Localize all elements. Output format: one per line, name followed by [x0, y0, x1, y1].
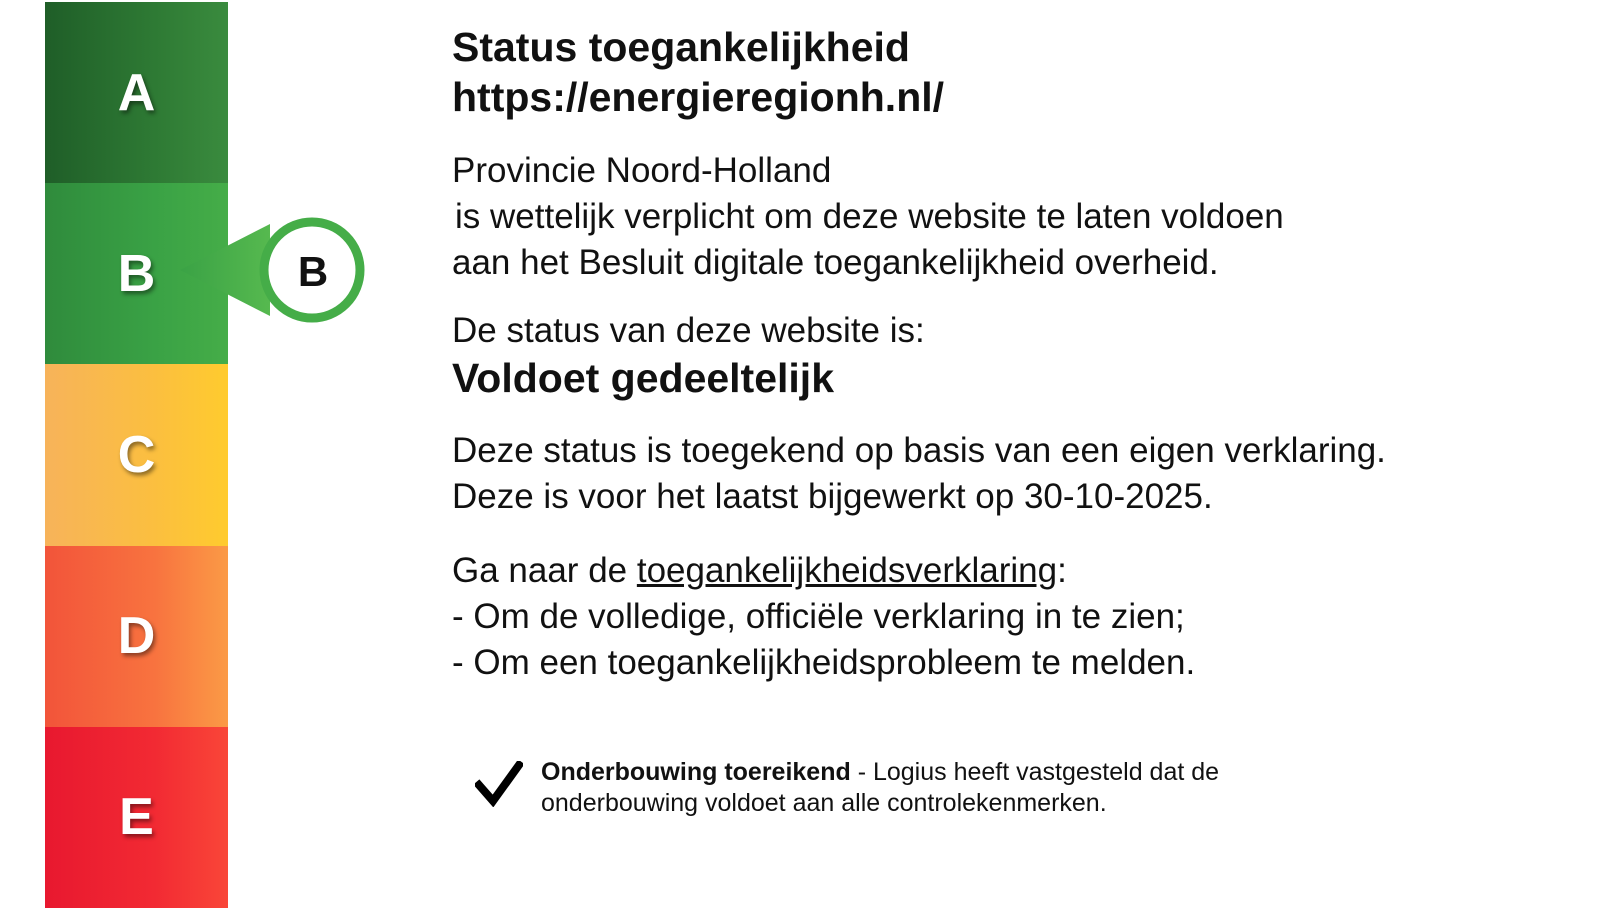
accessibility-statement-link[interactable]: toegankelijkheidsverklaring: [636, 551, 1058, 590]
pointer-arrow: [180, 224, 270, 316]
rating-band-e: [45, 727, 228, 908]
basis-line-1: Deze status is toegekend op basis van een eigen verklaring.: [452, 431, 1386, 470]
verification-note-title: Onderbouwing toereikend: [541, 758, 851, 786]
basis-line-2: Deze is voor het laatst bijgewerkt op 30-10-2025.: [452, 477, 1213, 516]
rating-letter-a: A: [117, 63, 156, 122]
intro-line-3: aan het Besluit digitale toegankelijkheid overheid.: [452, 243, 1219, 282]
verification-note-body: - Logius heeft vastgesteld dat de onderbouwing voldoet aan alle controlekenmerken.: [541, 758, 1220, 817]
rating-letter-d: D: [117, 607, 156, 666]
intro-line-2: is wettelijk verplicht om deze website te laten voldoen: [455, 197, 1284, 236]
status-content: [452, 22, 1572, 686]
verification-note-text: [541, 757, 1375, 819]
status-label: De status van deze website is:: [452, 311, 925, 350]
goto-item-view-statement: - Om de volledige, officiële verklaring in te zien;: [452, 597, 1185, 636]
goto-prefix: Ga naar de: [452, 551, 637, 590]
organization-name: Provincie Noord-Holland: [452, 151, 832, 190]
status-value: Voldoet gedeeltelijk: [452, 355, 834, 401]
goto-line: [452, 548, 1572, 594]
verification-note: [475, 757, 1375, 819]
goto-item-report-problem: - Om een toegankelijkheidsprobleem te melden.: [452, 643, 1196, 682]
checkmark-icon: [475, 761, 523, 807]
rating-letter-b: B: [117, 244, 156, 303]
goto-suffix: :: [1057, 551, 1067, 590]
rating-band-c: [45, 364, 228, 545]
rating-band-d: [45, 546, 228, 727]
website-url: https://energieregionh.nl/: [452, 74, 945, 120]
page-title: Status toegankelijkheid: [452, 24, 910, 70]
current-rating-letter: B: [297, 248, 329, 295]
rating-letter-c: C: [117, 426, 156, 484]
rating-band-a: [45, 2, 228, 183]
accessibility-rating-scale: [45, 2, 228, 908]
rating-letter-e: E: [119, 788, 154, 847]
